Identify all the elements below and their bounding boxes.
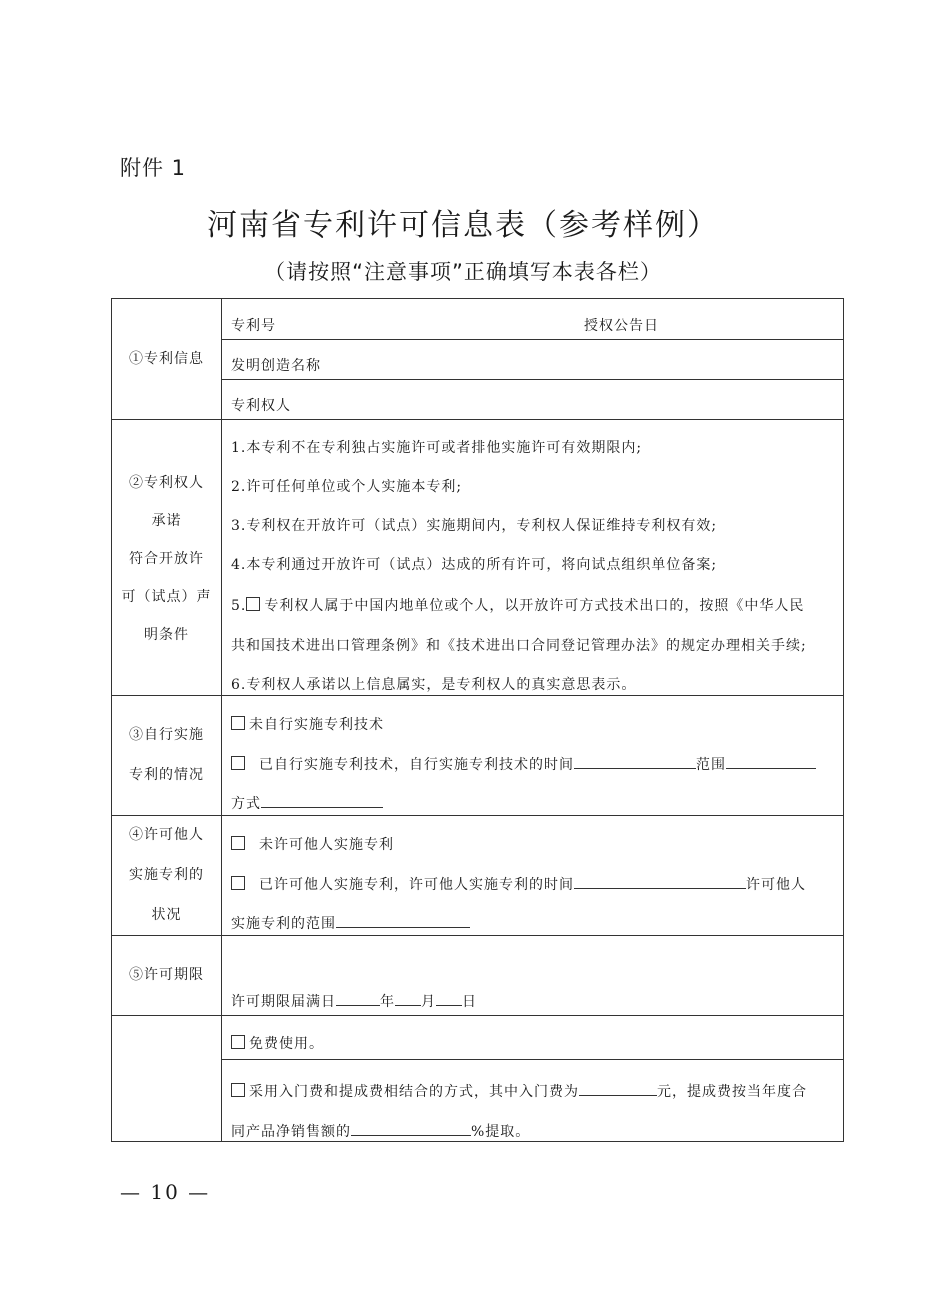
fee-option-2-cont — [231, 1121, 530, 1141]
checkbox-icon[interactable] — [231, 1083, 245, 1097]
option-text: 实施专利的范围 — [231, 916, 336, 932]
fee-option-2 — [231, 1081, 807, 1101]
section-divider — [112, 695, 843, 696]
section3-label — [112, 695, 221, 815]
entry-fee-blank[interactable] — [579, 1081, 657, 1096]
self-impl-option-2 — [231, 754, 816, 774]
section2-label-line: 符合开放许 — [129, 551, 204, 567]
checkbox-icon[interactable] — [231, 716, 245, 730]
self-impl-option-2-cont — [231, 793, 383, 813]
time-blank[interactable] — [574, 754, 696, 769]
commitment-item-6: 6.专利权人承诺以上信息属实，是专利权人的真实意思表示。 — [231, 677, 637, 693]
option-text: 采用入门费和提成费相结合的方式，其中入门费为 — [249, 1084, 579, 1100]
patentee-label: 专利权人 — [231, 398, 291, 414]
section2-label-line: 承诺 — [151, 513, 182, 529]
option-text: 未自行实施专利技术 — [249, 717, 384, 733]
scope-blank[interactable] — [726, 754, 816, 769]
commitment-item-5-cont: 共和国技术进出口管理条例》和《技术进出口合同登记管理办法》的规定办理相关手续; — [231, 638, 807, 654]
license-info-table — [111, 298, 844, 1142]
section5-label-text: ⑤许可期限 — [129, 967, 204, 983]
checkbox-icon[interactable] — [231, 836, 245, 850]
row-divider — [221, 1059, 843, 1060]
section2-label-line: ②专利权人 — [129, 475, 204, 491]
row-divider — [221, 379, 843, 380]
option-text: 方式 — [231, 796, 261, 812]
commitment-item-5 — [231, 595, 804, 615]
fee-option-1 — [231, 1033, 324, 1053]
section2-label-line: 可（试点）声 — [121, 589, 212, 605]
day-label: 日 — [462, 994, 477, 1010]
option-text: %提取。 — [471, 1124, 531, 1140]
section2-label — [112, 459, 221, 659]
license-others-option-2-cont — [231, 913, 470, 933]
section-divider — [112, 1015, 843, 1016]
grant-date-label: 授权公告日 — [584, 318, 659, 334]
commitment-item-1: 1.本专利不在专利独占实施许可或者排他实施许可有效期限内; — [231, 440, 643, 456]
checkbox-icon[interactable] — [231, 1035, 245, 1049]
section4-label-line: 状况 — [151, 907, 182, 923]
section4-label-line: ④许可他人 — [129, 827, 204, 843]
time-blank[interactable] — [574, 874, 746, 889]
checkbox-icon[interactable] — [246, 597, 260, 611]
option-text: 范围 — [696, 757, 726, 773]
section-divider — [112, 935, 843, 936]
section3-label-line: 专利的情况 — [129, 767, 204, 783]
commitment-item-3: 3.专利权在开放许可（试点）实施期间内，专利权人保证维持专利权有效; — [231, 518, 718, 534]
section-divider — [112, 419, 843, 420]
scope-blank[interactable] — [336, 913, 470, 928]
form-title: 河南省专利许可信息表（参考样例） — [207, 208, 719, 243]
royalty-rate-blank[interactable] — [351, 1121, 471, 1136]
month-blank[interactable] — [395, 991, 421, 1006]
month-label: 月 — [421, 994, 436, 1010]
section-divider — [112, 815, 843, 816]
license-others-option-1 — [231, 834, 394, 854]
section5-label — [112, 935, 221, 1015]
form-subtitle: （请按照“注意事项”正确填写本表各栏） — [264, 260, 662, 284]
page-number: — 10 — — [120, 1180, 211, 1204]
day-blank[interactable] — [436, 991, 462, 1006]
patent-no-label: 专利号 — [231, 318, 276, 334]
section1-label — [112, 299, 221, 419]
license-expiry-row — [231, 991, 477, 1011]
option-text: 同产品净销售额的 — [231, 1124, 351, 1140]
option-text: 免费使用。 — [249, 1036, 324, 1052]
option-text: 已自行实施专利技术，自行实施专利技术的时间 — [259, 757, 574, 773]
option-text: 已许可他人实施专利，许可他人实施专利的时间 — [259, 877, 574, 893]
item5-prefix: 5. — [231, 598, 247, 614]
license-others-option-2 — [231, 874, 806, 894]
item5-line1: 专利权人属于中国内地单位或个人，以开放许可方式技术出口的，按照《中华人民 — [264, 598, 805, 614]
commitment-item-2: 2.许可任何单位或个人实施本专利; — [231, 479, 463, 495]
invention-name-label: 发明创造名称 — [231, 358, 321, 374]
commitment-item-4: 4.本专利通过开放许可（试点）达成的所有许可，将向试点组织单位备案; — [231, 557, 718, 573]
year-label: 年 — [380, 994, 395, 1010]
section2-label-line: 明条件 — [144, 627, 189, 643]
checkbox-icon[interactable] — [231, 876, 245, 890]
row-divider — [221, 339, 843, 340]
method-blank[interactable] — [261, 793, 383, 808]
section4-label — [112, 815, 221, 935]
checkbox-icon[interactable] — [231, 756, 245, 770]
option-text: 元，提成费按当年度合 — [657, 1084, 807, 1100]
option-text: 未许可他人实施专利 — [259, 837, 394, 853]
year-blank[interactable] — [336, 991, 380, 1006]
section4-label-line: 实施专利的 — [129, 867, 204, 883]
section3-label-line: ③自行实施 — [129, 727, 204, 743]
expiry-label: 许可期限届满日 — [231, 994, 336, 1010]
attachment-label: 附件 1 — [120, 156, 187, 180]
option-text: 许可他人 — [746, 877, 806, 893]
section1-label-text: ①专利信息 — [129, 351, 204, 367]
self-impl-option-1 — [231, 714, 384, 734]
